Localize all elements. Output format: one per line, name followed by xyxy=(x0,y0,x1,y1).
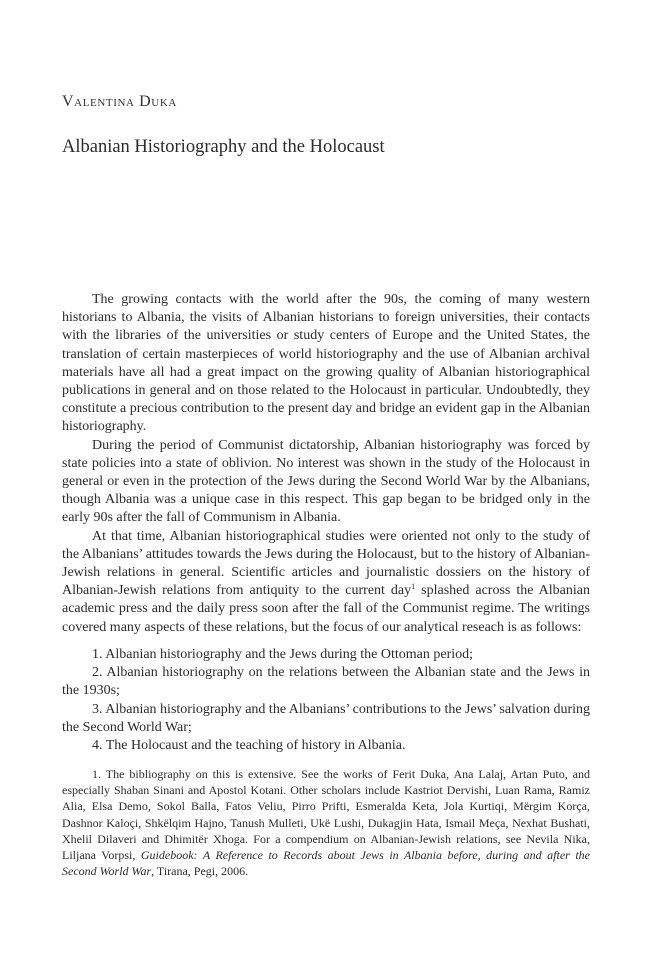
footnote-text xyxy=(62,766,590,879)
paragraph-1: The growing contacts with the world after the 90s, the coming of many western historians to Albania, the visits of Albanian historians to foreign universities, their contacts with the libraries of the universities or study centers of Europe and the United States, the translation of certain masterpieces of world historiography and the use of Albanian archival materials have all had a great impact on the growing quality of Albanian historiographical publications in general and on those related to the Holocaust in particular. Undoubtedly, they constitute a precious contribution to the present day and bridge an evident gap in the Albanian historiography. xyxy=(62,292,590,435)
chapter-title: Albanian Historiography and the Holocaust xyxy=(62,137,385,157)
paragraph-2: During the period of Communist dictatorship, Albanian historiography was forced by state policies into a state of oblivion. No interest was shown in the study of the Holocaust in general or even in the protection of the Jews during the Second World War by the Albanians, though Albania was a unique case in this respect. This gap began to be bridged only in the early 90s after the fall of Communism in Albania. xyxy=(62,437,590,526)
footnote-tail: , Tirana, Pegi, 2006. xyxy=(151,864,249,879)
author-name: Valentina Duka xyxy=(62,93,177,110)
list-item: 2. Albanian historiography on the relations between the Albanian state and the Jews in the 1930s; xyxy=(62,665,590,699)
paragraph-3 xyxy=(62,528,590,637)
paragraph-3-text-a: At that time, Albanian historiographical studies were oriented not only to the study of the Albanians’ attitudes towards the Jews during the Holocaust, but to the history of Albanian-Jewish relations in general. Scientific articles and journalistic dossiers on the history of Albanian-Jewish relations from antiquity to the current day xyxy=(62,528,590,599)
footnote-marker: 1 xyxy=(411,582,416,592)
footnote-body: 1. The bibliography on this is extensive. See the works of Ferit Duka, Ana Lalaj, Artan Puto, and especially Shaban Sinani and Apostol Kotani. Other scholars include Kastriot Dervishi, Luan Rama, Ramiz Alia, Elsa Demo, Sokol Balla, Fatos Veliu, Pirro Prifti, Esmeralda Keta, Jola Kurtiqi, Mërgim Korça, Dashnor Kaloçi, Shkëlqim Hajno, Tanush Mulleti, Ukë Lushi, Dukagjin Hata, Ismail Meça, Nexhat Bushati, Xhelil Dilaveri and Dhimitër Xhoga. For a compendium on Albanian-Jewish relations, see Nevila Nika, Liljana Vorpsi, xyxy=(62,767,590,863)
list-item: 1. Albanian historiography and the Jews during the Ottoman period; xyxy=(92,647,474,662)
list-item: 3. Albanian historiography and the Albanians’ contributions to the Jews’ salvation during the Second World War; xyxy=(62,701,590,735)
footnote-italic-title: Guidebook: A Reference to Records about Jews in Albania before, during and after the Second World War xyxy=(62,848,590,879)
focus-list xyxy=(62,646,590,755)
list-item: 4. The Holocaust and the teaching of history in Albania. xyxy=(92,738,406,754)
footnote xyxy=(62,766,590,879)
paragraph-3-text-b: splashed across the Albanian academic press and the daily press soon after the fall of the Communist regime. The writings covered many aspects of these relations, but the focus of our analytical reseach is as follows: xyxy=(62,583,590,635)
body-text xyxy=(62,291,590,637)
